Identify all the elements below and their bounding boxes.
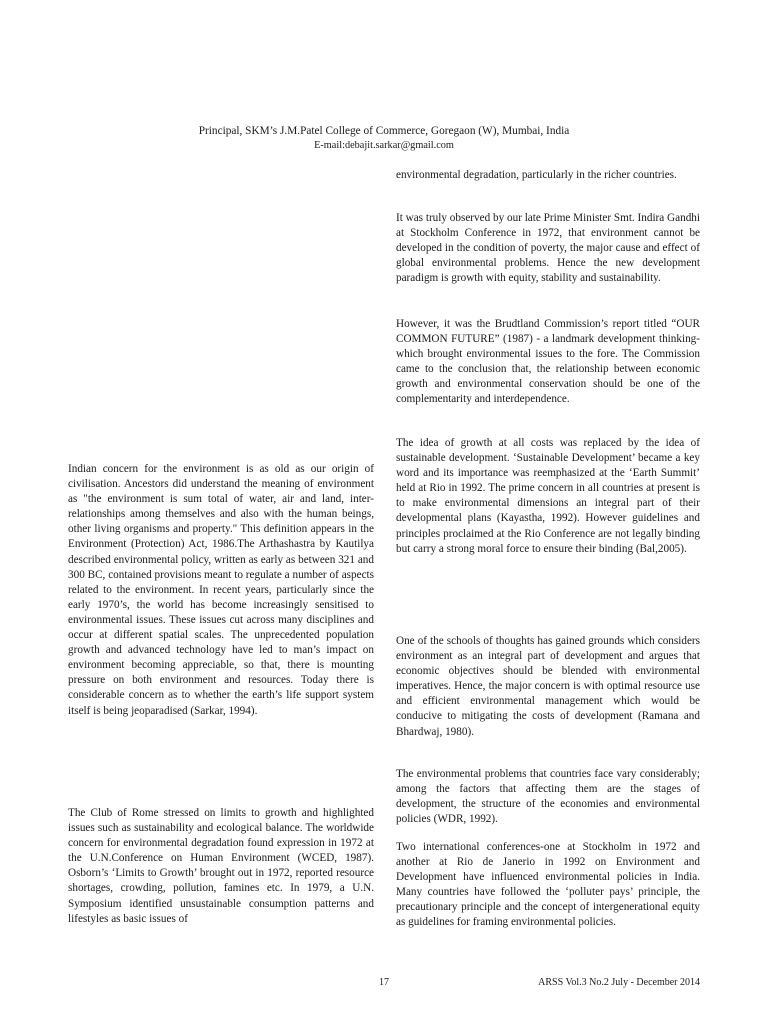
author-email: E-mail:debajit.sarkar@gmail.com [314,140,454,151]
journal-footer: ARSS Vol.3 No.2 July - December 2014 [538,977,700,988]
right-paragraph-2: It was truly observed by our late Prime Minister Smt. Indira Gandhi at Stockholm Conference in 1972, that environment cannot be developed in the condition of poverty, the major cause and effect of global environmental problems. Hence the new development paradigm is growth with equity, stability and sustainability. [396,212,700,285]
right-paragraph-6: The environmental problems that countries face vary considerably; among the factors that affecting them are the stages of development, the structure of the economies and environmental policies (WDR, 1992). [396,768,700,826]
right-paragraph-5: One of the schools of thoughts has gained grounds which considers environment as an integral part of development and argues that economic objectives should be blended with environmental imperatives. Hence, the major concern is with optimal resource use and efficient environmental management which would be conducive to mitigating the costs of development (Ramana and Bhardwaj, 1980). [396,635,700,738]
right-paragraph-4: The idea of growth at all costs was replaced by the idea of sustainable development. ‘Sustainable Development’ became a key word and its importance was reemphasized at the ‘Earth Summit’ held at Rio in 1992. The prime concern in all countries at present is to make environmental dimensions an integral part of their developmental plans (Kayastha, 1992). However guidelines and principles proclaimed at the Rio Conference are not legally binding but carry a strong moral force to ensure their binding (Bal,2005). [396,437,700,555]
right-paragraph-7: Two international conferences-one at Stockholm in 1972 and another at Rio de Janerio in 1992 on Environment and Development have influenced environmental policies in India. Many countries have followed the ‘polluter pays’ principle, the precautionary principle and the concept of intergenerational equity as guidelines for framing environmental policies. [396,841,700,929]
left-paragraph-1: Indian concern for the environment is as old as our origin of civilisation. Ancestors did understand the meaning of environment as "the environment is sum total of water, air and land, inter-relationships among themselves and also with the human beings, other living organisms and property." This definition appears in the Environment (Protection) Act, 1986.The Arthashastra by Kautilya described environmental policy, written as early as between 321 and 300 BC, contained provisions meant to regulate a number of aspects related to the environment. In recent years, particularly since the early 1970’s, the world has become increasingly sensitised to environmental issues. These issues cut across many disciplines and occur at different spatial scales. The unprecedented population growth and advanced technology have led to man’s impact on environment becoming appreciable, so that, there is mounting pressure on both environment and resources. Today there is considerable concern as to whether the earth’s life support system itself is being jeoparadised (Sarkar, 1994). [68,463,374,717]
page-number: 17 [379,977,389,988]
right-paragraph-1: environmental degradation, particularly in the richer countries. [396,169,677,181]
author-affiliation: Principal, SKM’s J.M.Patel College of Commerce, Goregaon (W), Mumbai, India [198,125,570,137]
left-paragraph-2: The Club of Rome stressed on limits to growth and highlighted issues such as sustainability and ecological balance. The worldwide concern for environmental degradation found expression in 1972 at the U.N.Conference on Human Environment (WCED, 1987). Osborn’s ‘Limits to Growth’ brought out in 1972, reported resource shortages, crowding, pollution, famines etc. In 1979, a U.N. Symposium identified unsustainable consumption patterns and lifestyles as basic issues of [68,807,374,925]
right-paragraph-3: However, it was the Brudtland Commission’s report titled “OUR COMMON FUTURE” (1987) - a landmark development thinking-which brought environmental issues to the fore. The Commission came to the conclusion that, the relationship between economic growth and environmental conservation should be one of the complementarity and interdependence. [396,318,700,406]
